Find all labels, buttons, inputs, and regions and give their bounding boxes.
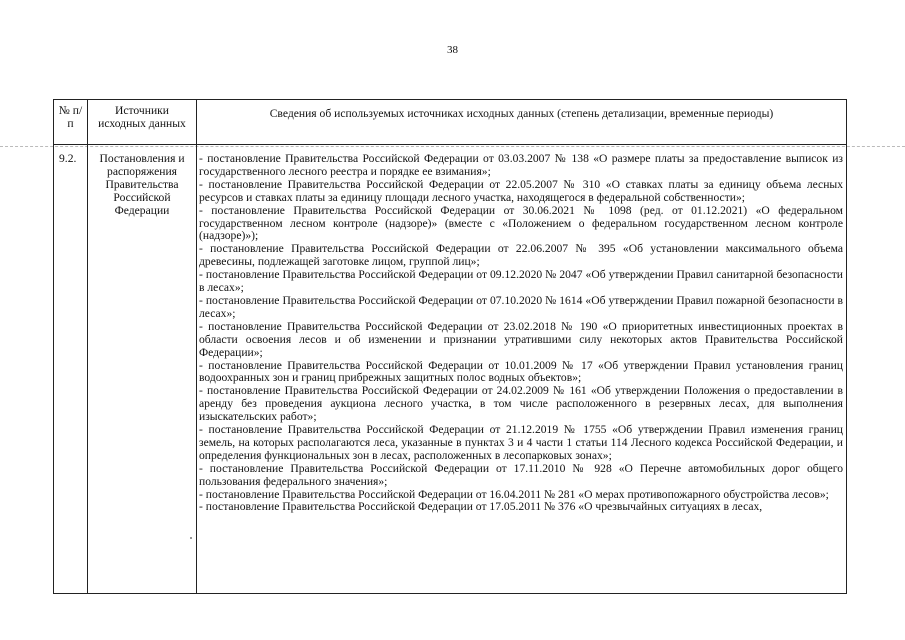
header-source: Источники исходных данных bbox=[88, 100, 197, 145]
row-source: Постановления и распоряжения Правительства Российской Федерации bbox=[88, 145, 197, 594]
list-item: - постановление Правительства Российской Федерации от 24.02.2009 № 161 «Об утверждении Положения о предоставлении в аренду без проведения аукциона лесного участка, в том числе расположенного в резервных лесах, для выполнения изыскательских работ»; bbox=[199, 384, 843, 424]
list-item: - постановление Правительства Российской Федерации от 17.11.2010 № 928 «О Перечне автомобильных дорог общего пользования федерального значения»; bbox=[199, 461, 843, 488]
scan-speck bbox=[190, 537, 192, 539]
list-item: - постановление Правительства Российской Федерации от 17.05.2011 № 376 «О чрезвычайных ситуациях в лесах, bbox=[199, 500, 763, 514]
table-header-row bbox=[54, 100, 847, 145]
list-item: - постановление Правительства Российской Федерации от 22.06.2007 № 395 «Об установлении максимального объема древесины, подлежащей заготовке лицом, группой лиц»; bbox=[199, 242, 843, 269]
list-item: - постановление Правительства Российской Федерации от 16.04.2011 № 281 «О мерах противопожарного обустройства лесов»; bbox=[199, 487, 829, 501]
header-info: Сведения об используемых источниках исходных данных (степень детализации, временные периоды) bbox=[197, 100, 847, 145]
list-item: - постановление Правительства Российской Федерации от 09.12.2020 № 2047 «Об утверждении Правил санитарной безопасности в лесах»; bbox=[199, 268, 843, 295]
list-item: - постановление Правительства Российской Федерации от 22.05.2007 № 310 «О ставках платы за единицу объема лесных ресурсов и ставках платы за единицу площади лесного участка, находящегося в федеральной собственности»; bbox=[199, 177, 843, 204]
table-row bbox=[54, 145, 847, 594]
list-item: - постановление Правительства Российской Федерации от 23.02.2018 № 190 «О приоритетных инвестиционных проектах в области освоения лесов и об изменении и признании утратившими силу некоторых актов Правительства Российской Федерации»; bbox=[199, 319, 843, 359]
list-item: - постановление Правительства Российской Федерации от 30.06.2021 № 1098 (ред. от 01.12.2021) «О федеральном государственном лесном контроле (надзоре)» (вместе с «Положением о федеральном государственном лесном контроле (надзоре)»); bbox=[199, 203, 843, 243]
row-info bbox=[197, 145, 847, 594]
list-item: - постановление Правительства Российской Федерации от 03.03.2007 № 138 «О размере платы за предоставление выписок из государственного лесного реестра и порядке ее взимания»; bbox=[199, 152, 843, 178]
page-number: 38 bbox=[447, 44, 458, 56]
header-num: № п/п bbox=[54, 100, 88, 145]
row-num: 9.2. bbox=[54, 145, 88, 594]
list-item: - постановление Правительства Российской Федерации от 21.12.2019 № 1755 «Об утверждении Правил изменения границ земель, на которых располагаются леса, указанные в пунктах 3 и 4 части 1 статьи 114 Лесного кодекса Российской Федерации, и определения функциональных зон в лесах, расположенных в лесопарковых зонах»; bbox=[199, 423, 843, 462]
sources-table bbox=[53, 99, 847, 594]
list-item: - постановление Правительства Российской Федерации от 07.10.2020 № 1614 «Об утверждении Правил пожарной безопасности в лесах»; bbox=[199, 293, 843, 320]
list-item: - постановление Правительства Российской Федерации от 10.01.2009 № 17 «Об утверждении Правил установления границ водоохранных зон и границ прибрежных защитных полос водных объектов»; bbox=[199, 358, 843, 385]
